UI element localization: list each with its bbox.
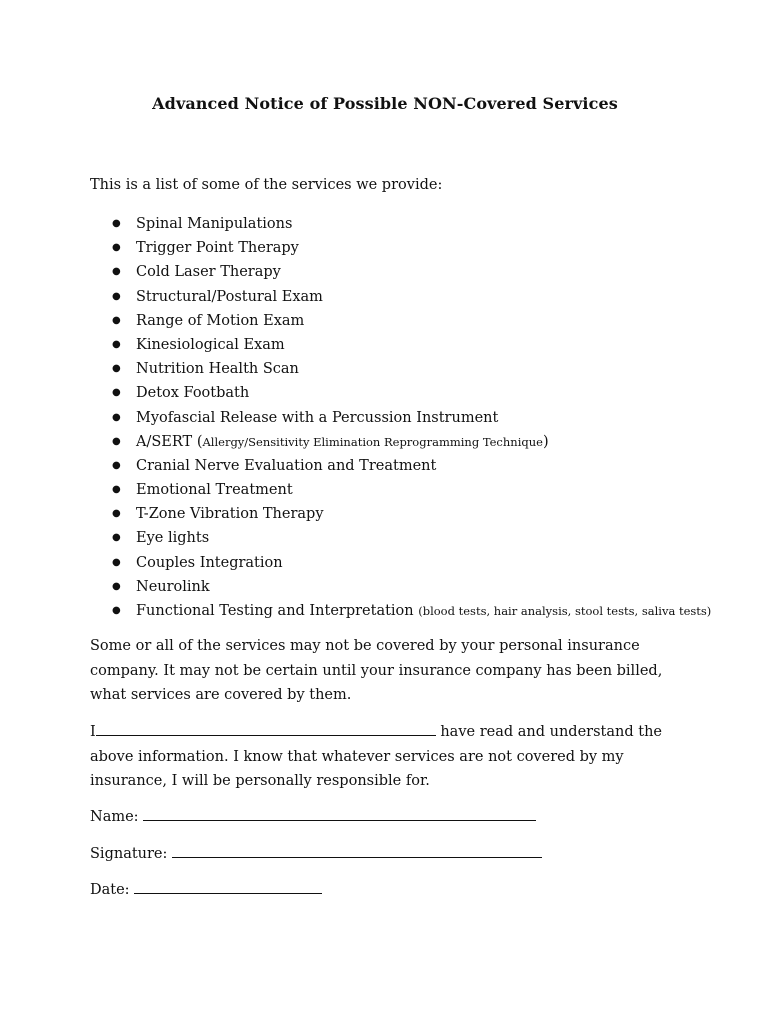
patient-name-blank[interactable]	[96, 721, 436, 736]
service-note: (blood tests, hair analysis, stool tests, saliva tests)	[418, 604, 712, 618]
service-label: Functional Testing and Interpretation	[136, 603, 419, 619]
bullet-icon: ●	[112, 266, 121, 278]
service-label: Eye lights	[136, 530, 210, 547]
service-label: Trigger Point Therapy	[136, 240, 299, 257]
date-field[interactable]	[134, 879, 322, 894]
ack-prefix: I	[90, 724, 96, 740]
intro-text: This is a list of some of the services we provide:	[90, 177, 443, 193]
list-item	[112, 575, 711, 599]
bullet-icon: ●	[112, 532, 121, 544]
bullet-icon: ●	[112, 459, 121, 471]
service-label: Cranial Nerve Evaluation and Treatment	[136, 457, 437, 474]
list-item	[112, 454, 711, 478]
service-label: A/SERT (	[136, 433, 203, 450]
list-item	[112, 406, 711, 430]
service-label: Neurolink	[136, 578, 210, 595]
signature-field-row	[90, 843, 542, 862]
list-item	[112, 381, 711, 405]
service-label: Emotional Treatment	[136, 482, 293, 499]
coverage-paragraph: Some or all of the services may not be covered by your personal insurance company. It may not be certain until your insurance company has been billed, what services are covered by them.	[90, 638, 663, 703]
bullet-icon: ●	[112, 556, 121, 568]
bullet-icon: ●	[112, 435, 121, 447]
list-item	[112, 502, 711, 526]
service-label: Cold Laser Therapy	[136, 264, 281, 281]
service-suffix: )	[542, 433, 549, 450]
list-item	[112, 526, 711, 550]
bullet-icon: ●	[112, 508, 121, 520]
list-item	[112, 478, 711, 502]
service-label: Myofascial Release with a Percussion Instrument	[136, 409, 499, 426]
bullet-icon: ●	[112, 605, 121, 616]
bullet-icon: ●	[112, 338, 121, 350]
services-list	[112, 212, 711, 623]
bullet-icon: ●	[112, 484, 121, 496]
ack-text: have read and understand the above information. I know that whatever services are not covered by my insurance, I will be personally responsible for.	[90, 724, 662, 789]
bullet-icon: ●	[112, 580, 121, 592]
list-item	[112, 260, 711, 284]
document-title: Advanced Notice of Possible NON-Covered Services	[152, 94, 618, 113]
bullet-icon: ●	[112, 290, 121, 302]
service-label: Kinesiological Exam	[136, 336, 285, 353]
bullet-icon: ●	[112, 387, 121, 399]
service-label: Nutrition Health Scan	[136, 361, 299, 378]
name-field-row	[90, 806, 536, 825]
list-item	[112, 430, 711, 454]
name-field[interactable]	[143, 806, 536, 821]
service-label: Couples Integration	[136, 554, 283, 571]
acknowledgement-paragraph	[90, 720, 690, 794]
list-item	[112, 333, 711, 357]
service-label: Range of Motion Exam	[136, 312, 305, 329]
bullet-icon: ●	[112, 218, 121, 229]
signature-label: Signature:	[90, 846, 173, 862]
service-label: Detox Footbath	[136, 385, 250, 402]
bullet-icon: ●	[112, 411, 121, 423]
name-label: Name:	[90, 809, 144, 825]
date-label: Date:	[90, 882, 135, 898]
list-item	[112, 309, 711, 333]
service-note: Allergy/Sensitivity Elimination Reprogramming Technique	[202, 434, 543, 449]
list-item	[112, 236, 711, 260]
service-label: Spinal Manipulations	[136, 216, 293, 232]
service-label: Structural/Postural Exam	[136, 288, 323, 305]
list-item	[112, 285, 711, 309]
list-item	[112, 551, 711, 575]
bullet-icon: ●	[112, 242, 121, 254]
bullet-icon: ●	[112, 363, 121, 375]
date-field-row	[90, 879, 322, 898]
service-label: T-Zone Vibration Therapy	[136, 506, 324, 523]
signature-field[interactable]	[172, 843, 542, 858]
list-item	[112, 357, 711, 381]
list-item	[112, 212, 711, 236]
list-item	[112, 599, 711, 623]
bullet-icon: ●	[112, 314, 121, 326]
